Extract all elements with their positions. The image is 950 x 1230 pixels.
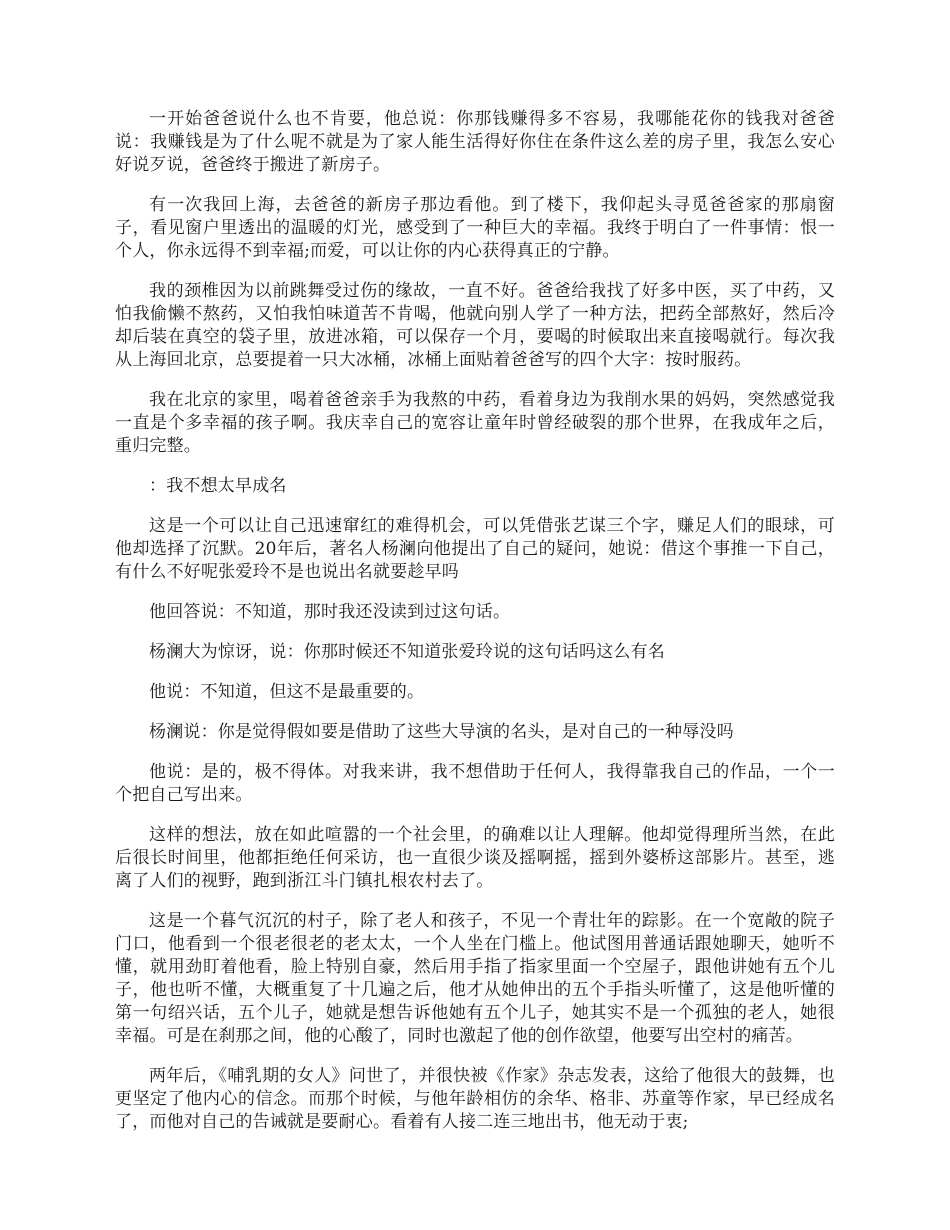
paragraph-8: 他说：不知道，但这不是最重要的。 [149,682,425,702]
document-body [115,108,835,1151]
paragraph-5: 这是一个可以让自己迅速窜红的难得机会，可以凭借张艺谋三个字，赚足人们的眼球，可他却选择了沉默。20年后，著名人杨澜向他提出了自己的疑问，她说：借这个事推一下自己，有什么不好呢张爱玲不是也说出名就要趁早吗 [115,516,835,582]
paragraph-12: 这是一个暮气沉沉的村子，除了老人和孩子，不见一个青壮年的踪影。在一个宽敞的院子门口，他看到一个很老很老的老太太，一个人坐在门槛上。他试图用普通话跟她聊天，她听不懂，就用劲盯着他看，脸上特别自豪，然后用手指了指家里面一个空屋子，跟他讲她有五个儿子，他也听不懂，大概重复了十几遍之后，他才从她伸出的五个手指头听懂了，这是他听懂的第一句绍兴话，五个儿子，她就是想告诉他她有五个儿子，她其实不是一个孤独的老人，她很幸福。可是在刹那之间，他的心酸了，同时也激起了他的创作欲望，他要写出空村的痛苦。 [115,911,835,1046]
paragraph-6: 他回答说：不知道，那时我还没读到过这句话。 [149,602,511,622]
paragraph-1: 一开始爸爸说什么也不肯要，他总说：你那钱赚得多不容易，我哪能花你的钱我对爸爸说：我赚钱是为了什么呢不就是为了家人能生活得好你住在条件这么差的房子里，我怎么安心好说歹说，爸爸终于搬进了新房子。 [115,109,835,175]
paragraph-10: 他说：是的，极不得体。对我来讲，我不想借助于任何人，我得靠我自己的作品，一个一个把自己写出来。 [115,762,835,805]
paragraph-13: 两年后，《哺乳期的女人》问世了，并很快被《作家》杂志发表，这给了他很大的鼓舞，也更坚定了他内心的信念。而那个时候，与他年龄相仿的余华、格非、苏童等作家，早已经成名了，而他对自己的告诫就是要耐心。看着有人接二连三地出书，他无动于衷; [115,1066,835,1132]
paragraph-3: 我的颈椎因为以前跳舞受过伤的缘故，一直不好。爸爸给我找了好多中医，买了中药，又怕我偷懒不熬药，又怕我怕味道苦不肯喝，他就向别人学了一种方法，把药全部熬好，然后冷却后装在真空的袋子里，放进冰箱，可以保存一个月，要喝的时候取出来直接喝就行。每次我从上海回北京，总要提着一只大冰桶，冰桶上面贴着爸爸写的四个大字：按时服药。 [115,281,835,370]
paragraph-7: 杨澜大为惊讶，说：你那时候还不知道张爱玲说的这句话吗这么有名 [149,642,665,662]
section-heading: ：我不想太早成名 [149,476,287,496]
paragraph-9: 杨澜说：你是觉得假如要是借助了这些大导演的名头，是对自己的一种辱没吗 [149,722,734,742]
paragraph-11: 这样的想法，放在如此喧嚣的一个社会里，的确难以让人理解。他却觉得理所当然，在此后很长时间里，他都拒绝任何采访，也一直很少谈及摇啊摇，摇到外婆桥这部影片。甚至，逃离了人们的视野，跑到浙江斗门镇扎根农村去了。 [115,825,835,891]
paragraph-4: 我在北京的家里，喝着爸爸亲手为我熬的中药，看着身边为我削水果的妈妈，突然感觉我一直是个多幸福的孩子啊。我庆幸自己的宽容让童年时曾经破裂的那个世界，在我成年之后，重归完整。 [115,390,835,456]
paragraph-2: 有一次我回上海，去爸爸的新房子那边看他。到了楼下，我仰起头寻觅爸爸家的那扇窗子，看见窗户里透出的温暖的灯光，感受到了一种巨大的幸福。我终于明白了一件事情：恨一个人，你永远得不到幸福;而爱，可以让你的内心获得真正的宁静。 [115,195,835,261]
